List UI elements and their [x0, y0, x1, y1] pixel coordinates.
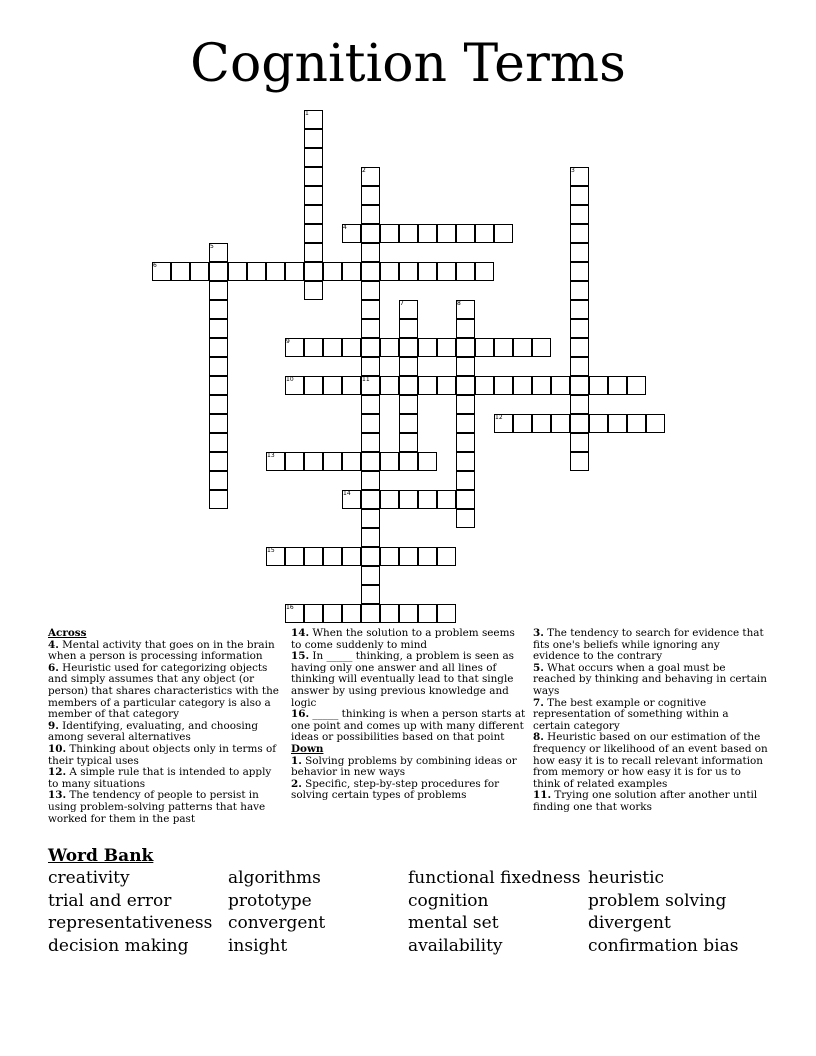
clue-number: 13.	[48, 789, 67, 802]
crossword-cell[interactable]	[323, 452, 342, 471]
crossword-cell[interactable]	[380, 224, 399, 243]
crossword-cell[interactable]	[342, 376, 361, 395]
clue-8	[533, 732, 769, 790]
crossword-cell[interactable]	[399, 319, 418, 338]
clue-number: 4.	[48, 638, 59, 651]
clue-text: Trying one solution after another until finding one that works	[533, 789, 758, 813]
crossword-cell[interactable]	[171, 262, 190, 281]
clue-5	[533, 663, 769, 698]
crossword-cell[interactable]	[361, 338, 380, 357]
crossword-cell[interactable]	[342, 262, 361, 281]
crossword-cell[interactable]	[342, 604, 361, 623]
clue-15	[291, 651, 527, 709]
crossword-cell[interactable]	[285, 547, 304, 566]
crossword-cell[interactable]	[532, 376, 551, 395]
clue-number: 5.	[533, 661, 544, 674]
clue-number: 15.	[291, 650, 310, 663]
crossword-cell[interactable]	[570, 205, 589, 224]
crossword-cell[interactable]	[228, 262, 247, 281]
clue-number: 11.	[533, 789, 552, 802]
clue-text: What occurs when a goal must be reached by thinking and behaving in certain ways	[533, 661, 767, 697]
crossword-cell[interactable]	[437, 338, 456, 357]
crossword-cell[interactable]	[570, 338, 589, 357]
clue-text: In _____ thinking, a problem is seen as having only one answer and all lines of thinking will eventually lead to that single answer by using previous knowledge and logic	[291, 650, 514, 709]
cell-number: 9	[286, 338, 290, 345]
crossword-cell[interactable]	[437, 547, 456, 566]
crossword-cell[interactable]	[209, 395, 228, 414]
crossword-cell[interactable]	[456, 414, 475, 433]
crossword-cell[interactable]	[361, 471, 380, 490]
clue-text: When the solution to a problem seems to come suddenly to mind	[291, 627, 515, 651]
crossword-cell[interactable]	[304, 281, 323, 300]
cell-number: 1	[305, 110, 309, 117]
crossword-cell[interactable]	[570, 452, 589, 471]
crossword-cell[interactable]	[570, 300, 589, 319]
crossword-cell[interactable]	[304, 262, 323, 281]
word-bank-item: creativity	[48, 868, 130, 888]
clue-text: Specific, step-by-step procedures for solving certain types of problems	[291, 777, 500, 802]
crossword-cell[interactable]	[209, 319, 228, 338]
crossword-cell[interactable]	[361, 224, 380, 243]
crossword-cell[interactable]	[380, 376, 399, 395]
crossword-cell[interactable]	[361, 566, 380, 585]
crossword-cell[interactable]	[380, 547, 399, 566]
crossword-cell[interactable]	[399, 262, 418, 281]
crossword-cell[interactable]	[361, 205, 380, 224]
clue-list-down-2	[533, 628, 769, 814]
crossword-cell[interactable]	[418, 224, 437, 243]
crossword-cell[interactable]	[437, 224, 456, 243]
crossword-cell[interactable]	[209, 357, 228, 376]
crossword-cell[interactable]	[323, 604, 342, 623]
word-bank-item: confirmation bias	[588, 935, 739, 956]
word-bank-item: cognition	[408, 890, 489, 911]
crossword-cell[interactable]	[380, 262, 399, 281]
crossword-cell[interactable]	[456, 338, 475, 357]
clue-text: Identifying, evaluating, and choosing among several alternatives	[48, 719, 258, 744]
clue-number: 10.	[48, 742, 67, 755]
crossword-cell[interactable]	[323, 376, 342, 395]
crossword-cell[interactable]	[304, 243, 323, 262]
crossword-cell[interactable]	[494, 376, 513, 395]
crossword-cell[interactable]	[304, 452, 323, 471]
crossword-cell[interactable]	[304, 224, 323, 243]
word-bank-item: prototype	[228, 890, 312, 911]
crossword-cell[interactable]	[437, 376, 456, 395]
crossword-cell[interactable]	[304, 129, 323, 148]
crossword-cell[interactable]	[570, 414, 589, 433]
crossword-cell[interactable]	[304, 376, 323, 395]
crossword-cell[interactable]	[627, 414, 646, 433]
crossword-cell[interactable]	[456, 395, 475, 414]
clue-10	[48, 744, 280, 767]
cell-number: 12	[495, 414, 503, 421]
clue-text: Thinking about objects only in terms of their typical uses	[48, 742, 277, 767]
crossword-cell[interactable]	[570, 433, 589, 452]
crossword-cell[interactable]	[342, 547, 361, 566]
crossword-cell[interactable]	[361, 547, 380, 566]
crossword-cell[interactable]	[209, 338, 228, 357]
cell-number: 6	[153, 262, 157, 269]
crossword-cell[interactable]	[475, 224, 494, 243]
crossword-cell[interactable]	[551, 414, 570, 433]
clue-list-across-2	[291, 628, 527, 744]
cell-number: 15	[267, 547, 275, 554]
crossword-cell[interactable]	[361, 395, 380, 414]
clue-number: 8.	[533, 731, 544, 744]
crossword-cell[interactable]	[418, 604, 437, 623]
crossword-cell[interactable]	[456, 262, 475, 281]
crossword-cell[interactable]	[456, 224, 475, 243]
crossword-cell[interactable]	[361, 319, 380, 338]
crossword-cell[interactable]	[513, 414, 532, 433]
crossword-cell[interactable]	[361, 604, 380, 623]
cell-number: 2	[362, 167, 366, 174]
crossword-cell[interactable]	[570, 262, 589, 281]
crossword-cell[interactable]	[361, 300, 380, 319]
crossword-cell[interactable]	[209, 300, 228, 319]
crossword-cell[interactable]	[456, 357, 475, 376]
crossword-cell[interactable]	[304, 167, 323, 186]
word-bank-item: representativeness	[48, 913, 213, 934]
clue-text: Solving problems by combining ideas or behavior in new ways	[291, 754, 517, 779]
crossword-cell[interactable]	[437, 604, 456, 623]
cell-number: 14	[343, 490, 351, 497]
crossword-cell[interactable]	[456, 452, 475, 471]
crossword-cell[interactable]	[209, 490, 228, 509]
crossword-cell[interactable]	[323, 262, 342, 281]
crossword-cell[interactable]	[608, 376, 627, 395]
word-bank-item: algorithms	[228, 868, 321, 888]
crossword-cell[interactable]	[399, 376, 418, 395]
crossword-cell[interactable]	[589, 414, 608, 433]
clue-4	[48, 640, 280, 663]
clue-list-across-1	[48, 640, 280, 826]
clue-12	[48, 767, 280, 790]
crossword-cell[interactable]	[247, 262, 266, 281]
clue-text: Mental activity that goes on in the brain when a person is processing information	[48, 638, 275, 663]
crossword-cell[interactable]	[380, 452, 399, 471]
crossword-cell[interactable]	[209, 262, 228, 281]
crossword-cell[interactable]	[304, 205, 323, 224]
crossword-cell[interactable]	[532, 338, 551, 357]
crossword-cell[interactable]	[209, 471, 228, 490]
crossword-cell[interactable]	[627, 376, 646, 395]
crossword-cell[interactable]	[361, 490, 380, 509]
crossword-cell[interactable]	[399, 490, 418, 509]
word-bank-item: mental set	[408, 913, 499, 934]
crossword-cell[interactable]	[456, 490, 475, 509]
crossword-cell[interactable]	[589, 376, 608, 395]
crossword-cell[interactable]	[608, 414, 627, 433]
crossword-cell[interactable]	[304, 186, 323, 205]
clue-text: The tendency to search for evidence that fits one's beliefs while ignoring any evidence to the contrary	[533, 627, 764, 663]
crossword-cell[interactable]	[456, 509, 475, 528]
crossword-cell[interactable]	[361, 186, 380, 205]
crossword-cell[interactable]	[380, 338, 399, 357]
crossword-cell[interactable]	[361, 357, 380, 376]
crossword-cell[interactable]	[418, 452, 437, 471]
crossword-cell[interactable]	[361, 414, 380, 433]
crossword-cell[interactable]	[361, 262, 380, 281]
clue-3	[533, 628, 769, 663]
crossword-cell[interactable]	[570, 319, 589, 338]
clue-number: 12.	[48, 766, 67, 779]
clue-11	[533, 790, 769, 813]
clue-14	[291, 628, 527, 651]
word-bank-item: heuristic	[588, 868, 665, 888]
crossword-cell[interactable]	[437, 262, 456, 281]
crossword-cell[interactable]	[456, 433, 475, 452]
crossword-cell[interactable]	[361, 281, 380, 300]
clue-7	[533, 698, 769, 733]
crossword-cell[interactable]	[209, 433, 228, 452]
crossword-cell[interactable]	[361, 528, 380, 547]
clue-2	[291, 779, 527, 802]
crossword-cell[interactable]	[418, 547, 437, 566]
clues-column-1	[48, 628, 280, 825]
word-bank-item: decision making	[48, 935, 189, 956]
clue-text: The tendency of people to persist in using problem-solving patterns that have worked for them in the past	[48, 789, 266, 825]
clue-number: 14.	[291, 627, 310, 639]
crossword-cell[interactable]	[551, 376, 570, 395]
crossword-cell[interactable]	[399, 338, 418, 357]
crossword-cell[interactable]	[570, 376, 589, 395]
crossword-cell[interactable]	[494, 224, 513, 243]
down-heading: Down	[291, 742, 324, 755]
crossword-cell[interactable]	[418, 262, 437, 281]
crossword-cell[interactable]	[399, 224, 418, 243]
clue-text: Heuristic based on our estimation of the frequency or likelihood of an event based on how easy it is to recall relevant information from memory or how easy it is for us to think of related examples	[533, 731, 768, 790]
crossword-cell[interactable]	[532, 414, 551, 433]
crossword-cell[interactable]	[418, 376, 437, 395]
cell-number: 8	[457, 300, 461, 307]
word-bank-item: problem solving	[588, 890, 727, 911]
crossword-cell[interactable]	[494, 338, 513, 357]
clue-text: The best example or cognitive representation of something within a certain category	[533, 696, 729, 732]
clue-number: 7.	[533, 696, 544, 709]
crossword-cell[interactable]	[475, 262, 494, 281]
crossword-cell[interactable]	[209, 414, 228, 433]
crossword-cell[interactable]	[380, 604, 399, 623]
crossword-cell[interactable]	[285, 262, 304, 281]
word-bank-item: functional fixedness	[408, 868, 581, 888]
crossword-cell[interactable]	[570, 224, 589, 243]
clue-9	[48, 721, 280, 744]
word-bank	[48, 867, 768, 957]
crossword-cell[interactable]	[285, 452, 304, 471]
cell-number: 10	[286, 376, 294, 383]
crossword-cell[interactable]	[342, 452, 361, 471]
crossword-cell[interactable]	[361, 243, 380, 262]
word-bank-title: Word Bank	[48, 846, 154, 866]
crossword-cell[interactable]	[456, 319, 475, 338]
crossword-cell[interactable]	[209, 376, 228, 395]
cell-number: 11	[362, 376, 370, 383]
clue-number: 3.	[533, 627, 544, 639]
crossword-cell[interactable]	[399, 433, 418, 452]
crossword-cell[interactable]	[323, 338, 342, 357]
page-title: Cognition Terms	[190, 34, 626, 94]
word-bank-item: availability	[408, 935, 503, 956]
clue-16	[291, 709, 527, 744]
clue-text: A simple rule that is intended to apply to many situations	[48, 766, 272, 790]
crossword-cell[interactable]	[475, 376, 494, 395]
crossword-cell[interactable]	[323, 547, 342, 566]
clue-1	[291, 756, 527, 779]
crossword-cell[interactable]	[513, 376, 532, 395]
crossword-cell[interactable]	[570, 281, 589, 300]
clue-number: 9.	[48, 719, 59, 732]
clue-number: 2.	[291, 777, 302, 790]
clue-text: Heuristic used for categorizing objects and simply assumes that any object (or person) that shares characteristics with the members of a particular category is also a member of that category	[48, 661, 279, 721]
word-bank-item: divergent	[588, 913, 671, 934]
cell-number: 13	[267, 452, 275, 459]
crossword-cell[interactable]	[399, 604, 418, 623]
crossword-cell[interactable]	[646, 414, 665, 433]
crossword-cell[interactable]	[418, 338, 437, 357]
cell-number: 5	[210, 243, 214, 250]
crossword-cell[interactable]	[399, 452, 418, 471]
cell-number: 16	[286, 604, 294, 611]
crossword-cell[interactable]	[304, 338, 323, 357]
crossword-cell[interactable]	[456, 376, 475, 395]
crossword-cell[interactable]	[399, 414, 418, 433]
crossword-cell[interactable]	[190, 262, 209, 281]
clue-list-down-1	[291, 756, 527, 802]
clue-number: 1.	[291, 754, 302, 767]
across-heading: Across	[48, 627, 87, 639]
crossword-cell[interactable]	[304, 547, 323, 566]
clues-column-3	[533, 628, 769, 814]
crossword-cell[interactable]	[570, 243, 589, 262]
crossword-cell[interactable]	[266, 262, 285, 281]
crossword-cell[interactable]	[380, 490, 399, 509]
clue-text: _____ thinking is when a person starts at one point and comes up with many different ideas or possibilities based on that point	[291, 708, 526, 744]
crossword-cell[interactable]	[342, 338, 361, 357]
cell-number: 3	[571, 167, 575, 174]
word-bank-item: convergent	[228, 913, 326, 934]
crossword-cell[interactable]	[418, 490, 437, 509]
clues-column-2	[291, 628, 527, 802]
clue-number: 6.	[48, 661, 59, 674]
crossword-cell[interactable]	[304, 148, 323, 167]
crossword-cell[interactable]	[570, 357, 589, 376]
word-bank-item: insight	[228, 935, 288, 956]
crossword-cell[interactable]	[361, 433, 380, 452]
clue-13	[48, 790, 280, 825]
crossword-cell[interactable]	[475, 338, 494, 357]
word-bank-item: trial and error	[48, 890, 172, 911]
crossword-cell[interactable]	[361, 585, 380, 604]
cell-number: 7	[400, 300, 404, 307]
clue-number: 16.	[291, 708, 310, 721]
crossword-cell[interactable]	[399, 357, 418, 376]
crossword-cell[interactable]	[456, 471, 475, 490]
crossword-cell[interactable]	[209, 452, 228, 471]
crossword-cell[interactable]	[361, 509, 380, 528]
crossword-cell[interactable]	[570, 395, 589, 414]
crossword-cell[interactable]	[361, 452, 380, 471]
cell-number: 4	[343, 224, 347, 231]
crossword-cell[interactable]	[209, 281, 228, 300]
clue-6	[48, 663, 280, 721]
crossword-cell[interactable]	[513, 338, 532, 357]
crossword-cell[interactable]	[437, 490, 456, 509]
crossword-cell[interactable]	[304, 604, 323, 623]
crossword-cell[interactable]	[399, 395, 418, 414]
crossword-cell[interactable]	[399, 547, 418, 566]
crossword-cell[interactable]	[570, 186, 589, 205]
